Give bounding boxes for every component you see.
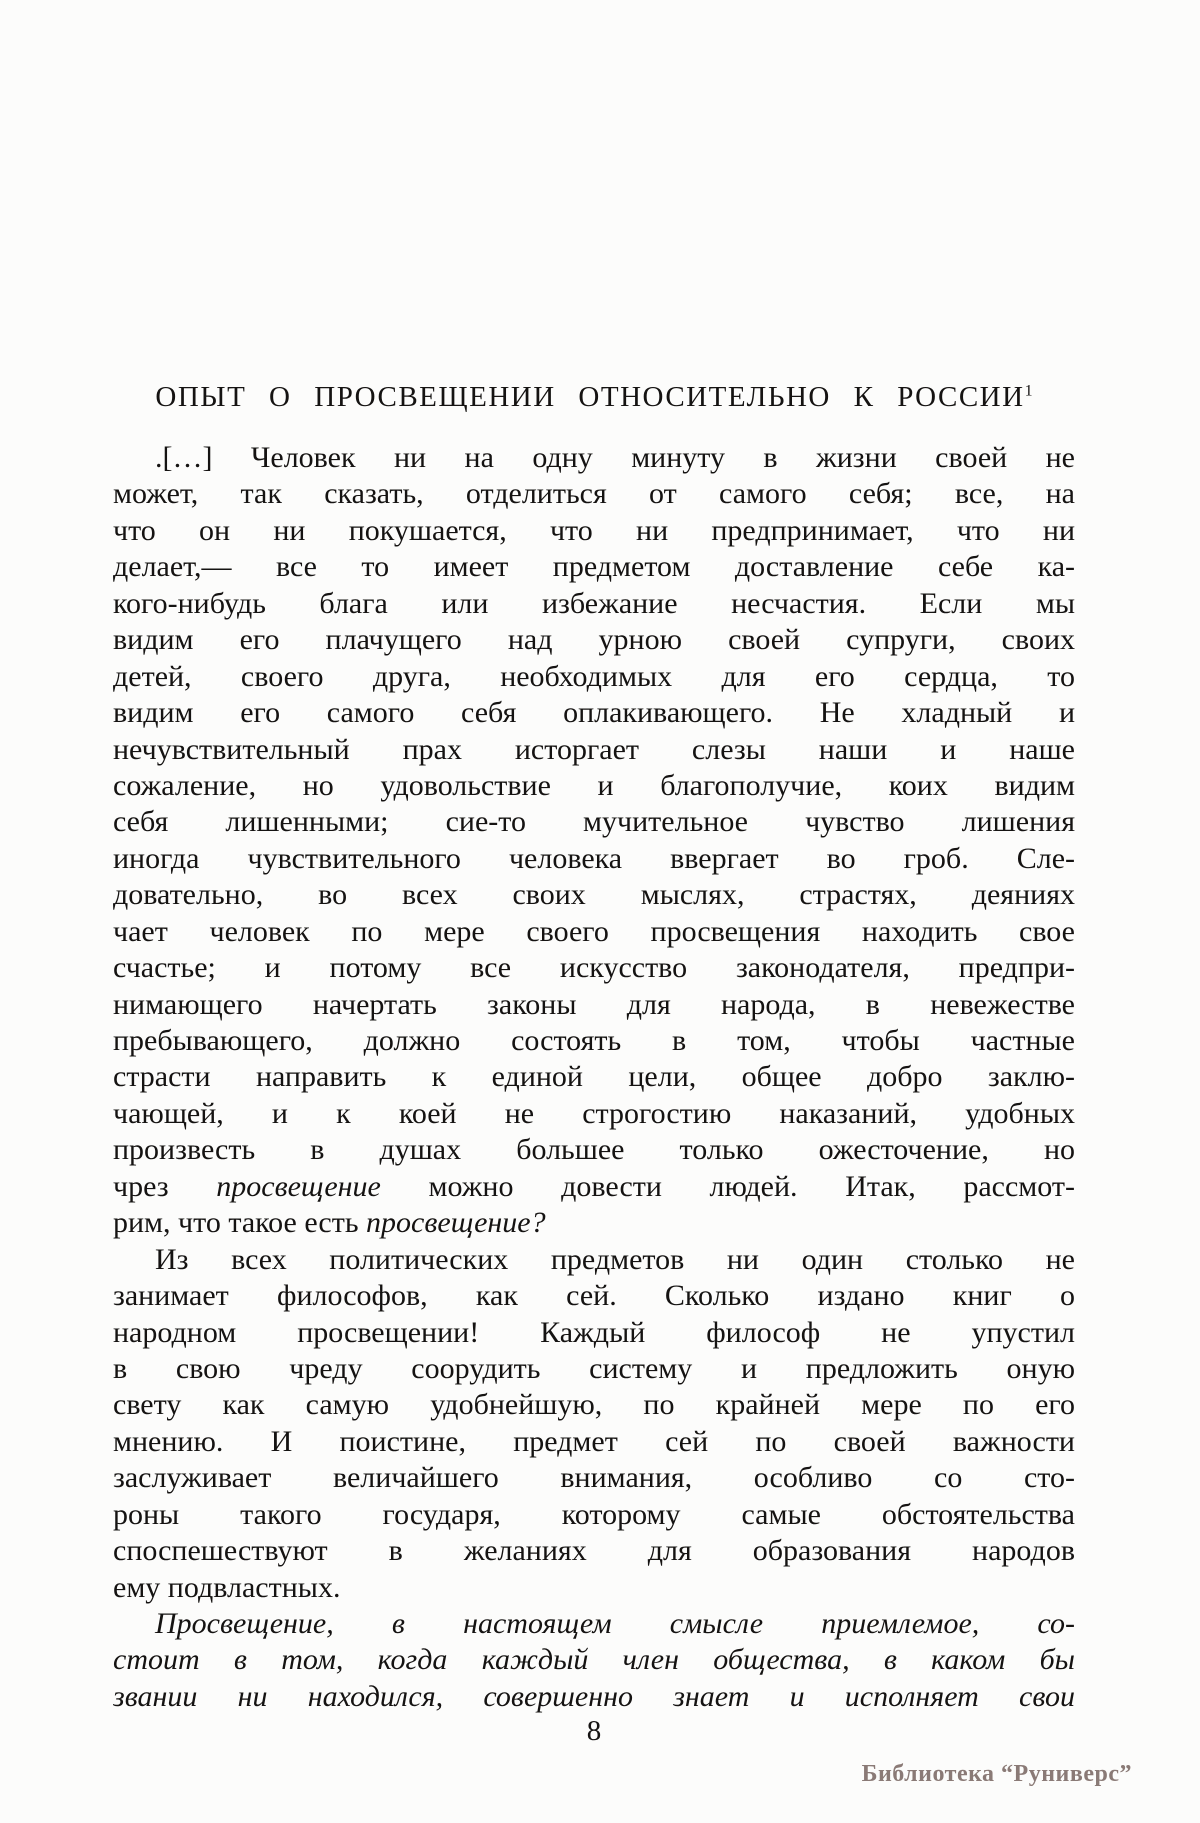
page-title-text: ОПЫТ О ПРОСВЕЩЕНИИ ОТНОСИТЕЛЬНО К РОССИИ — [155, 381, 1025, 413]
text-line — [113, 622, 1075, 658]
text-line — [113, 1315, 1075, 1351]
text-line — [113, 1169, 1075, 1205]
text-segment: мнению. И поистине, предмет сей по своей важности — [113, 1424, 1075, 1458]
text-line — [113, 1059, 1075, 1095]
paragraph — [113, 1242, 1075, 1606]
text-line — [113, 549, 1075, 585]
text-segment: детей, своего друга, необходимых для его сердца, то — [113, 659, 1075, 693]
text-line — [113, 732, 1075, 768]
text-segment: можно довести людей. Итак, рассмот- — [380, 1169, 1075, 1203]
paragraph — [113, 440, 1075, 1242]
text-line — [113, 1424, 1075, 1460]
text-segment: рим, что такое есть — [113, 1206, 367, 1240]
text-segment: страсти направить к единой цели, общее добро заклю- — [113, 1060, 1075, 1094]
text-segment: занимает философов, как сей. Сколько издано книг о — [113, 1279, 1075, 1313]
text-segment: сожаление, но удовольствие и благополучие, коих видим — [113, 768, 1075, 802]
text-segment: нимающего начертать законы для народа, в невежестве — [113, 987, 1075, 1021]
text-line — [113, 1570, 1075, 1606]
text-segment: Из всех политических предметов ни один столько не — [155, 1242, 1075, 1276]
text-block — [113, 440, 1075, 1715]
text-segment: чрез — [113, 1169, 217, 1203]
watermark: Библиотека “Руниверс” — [861, 1761, 1132, 1787]
text-segment: чает человек по мере своего просвещения находить свое — [113, 914, 1075, 948]
text-segment: в свою чреду соорудить систему и предложить оную — [113, 1351, 1075, 1385]
text-line — [113, 586, 1075, 622]
text-segment: может, так сказать, отделиться от самого себя; все, на — [113, 477, 1075, 511]
text-segment: роны такого государя, которому самые обстоятельства — [113, 1497, 1075, 1531]
text-line — [113, 877, 1075, 913]
text-segment: пребывающего, должно состоять в том, чтобы частные — [113, 1024, 1075, 1057]
text-line — [113, 1242, 1075, 1278]
text-line — [113, 1606, 1075, 1642]
text-line — [113, 987, 1075, 1023]
text-segment: видим его самого себя оплакивающего. Не хладный и — [113, 696, 1075, 730]
text-segment: себя лишенными; сие-то мучительное чувство лишения — [113, 805, 1075, 839]
text-segment: .[…] Человек ни на одну минуту в жизни своей не — [155, 441, 1075, 474]
text-line — [113, 1351, 1075, 1387]
page-number: 8 — [586, 1715, 602, 1747]
text-line — [113, 950, 1075, 986]
text-segment: нечувствительный прах исторгает слезы наши и наше — [113, 732, 1075, 766]
text-segment: довательно, во всех своих мыслях, страстях, деяниях — [113, 878, 1075, 912]
paragraph — [113, 1606, 1075, 1715]
text-segment: ему подвластных. — [113, 1570, 341, 1604]
text-segment: чающей, и к коей не строгостию наказаний, удобных — [113, 1096, 1075, 1130]
text-line — [113, 914, 1075, 950]
text-line — [113, 1642, 1075, 1678]
text-segment: что он ни покушается, что ни предпринимает, что ни — [113, 513, 1075, 547]
text-line — [113, 476, 1075, 512]
text-line — [113, 1023, 1075, 1059]
text-line — [113, 1460, 1075, 1496]
text-segment: звании ни находился, совершенно знает и исполняет свои — [113, 1679, 1075, 1713]
text-line — [113, 804, 1075, 840]
text-line — [113, 1096, 1075, 1132]
text-line — [113, 841, 1075, 877]
text-segment: произвесть в душах большее только ожесточение, но — [113, 1133, 1075, 1167]
text-segment: народном просвещении! Каждый философ не упустил — [113, 1315, 1075, 1349]
text-line — [113, 1679, 1075, 1715]
italic-text-segment: просвещение? — [366, 1206, 546, 1240]
text-segment: видим его плачущего над урною своей супруги, своих — [113, 623, 1075, 657]
text-segment: кого-нибудь блага или избежание несчастия. Если мы — [113, 586, 1075, 620]
text-line — [113, 513, 1075, 549]
text-segment: стоит в том, когда каждый член общества, в каком бы — [113, 1643, 1075, 1677]
text-line — [113, 1387, 1075, 1423]
text-line — [113, 1132, 1075, 1168]
text-segment: заслуживает величайшего внимания, особливо со сто- — [113, 1461, 1075, 1495]
text-segment: Просвещение, в настоящем смысле приемлемое, со- — [155, 1607, 1075, 1640]
text-line — [113, 440, 1075, 476]
footnote-marker: 1 — [1024, 382, 1033, 400]
italic-text-segment: просвещение — [216, 1169, 381, 1203]
text-line — [113, 1533, 1075, 1569]
text-line — [113, 659, 1075, 695]
text-line — [113, 1497, 1075, 1533]
text-segment: свету как самую удобнейшую, по крайней мере по его — [113, 1388, 1075, 1422]
text-segment: иногда чувствительного человека ввергает во гроб. Сле- — [113, 841, 1075, 875]
text-line — [113, 695, 1075, 731]
text-segment: счастье; и потому все искусство законодателя, предпри- — [113, 951, 1075, 985]
text-segment: делает,— все то имеет предметом доставление себе ка- — [113, 550, 1075, 584]
text-line — [113, 1205, 1075, 1241]
text-line — [113, 768, 1075, 804]
page-title — [113, 381, 1075, 414]
text-line — [113, 1278, 1075, 1314]
text-segment: споспешествуют в желаниях для образования народов — [113, 1534, 1075, 1568]
